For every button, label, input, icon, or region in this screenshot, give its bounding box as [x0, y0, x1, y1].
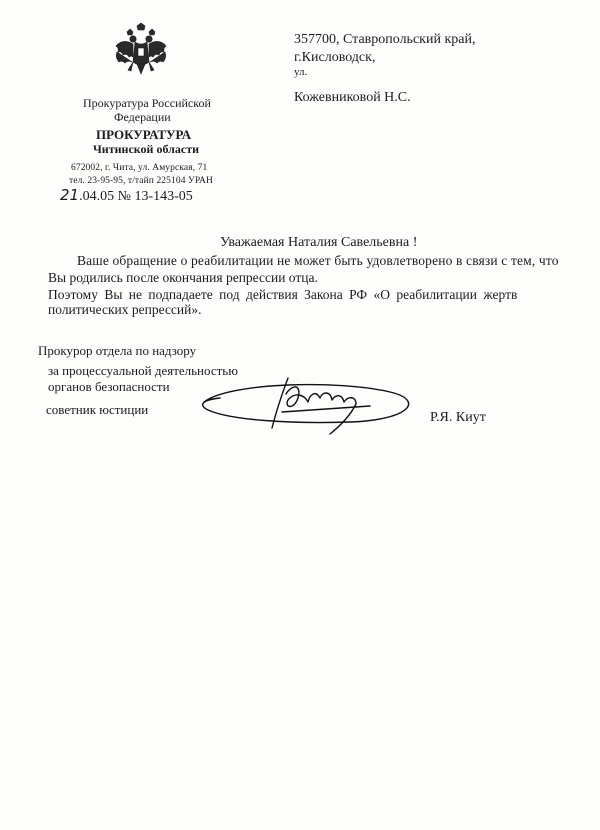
phone-line: тел. 23-95-95, т/тайп 225104 УРАН [69, 176, 213, 186]
prosecutor-title: ПРОКУРАТУРА [96, 127, 192, 142]
recipient-line1: 357700, Ставропольский край, [294, 32, 476, 47]
recipient-name: Кожевниковой Н.С. [294, 90, 411, 105]
number-sign: № [117, 189, 131, 204]
signer-name: Р.Я. Киут [430, 410, 486, 425]
date-number-line [60, 186, 193, 205]
letter-line2: Вы родились после окончания репрессии отца. [48, 270, 318, 285]
reference-number: 13-143-05 [134, 189, 193, 204]
double-headed-eagle-emblem-icon [113, 22, 169, 84]
position-line3: органов безопасности [48, 379, 170, 394]
handwritten-signature [190, 372, 430, 442]
letter-line3: Поэтому Вы не подпадаете под действия Закона РФ «О реабилитации жертв [48, 287, 518, 302]
handwritten-date: 21 [60, 186, 80, 204]
position-line1: Прокурор отдела по надзору [38, 343, 197, 358]
letter-line4: политических репрессий». [48, 302, 202, 317]
rank-line: советник юстиции [46, 402, 149, 417]
recipient-line2: г.Кисловодск, [294, 50, 376, 65]
position-line2: за процессуальной деятельностью [48, 363, 238, 378]
recipient-line3: ул. [294, 66, 308, 78]
org-name-line1: Прокуратура Российской [83, 96, 211, 110]
postal-address: 672002, г. Чита, ул. Амурская, 71 [71, 163, 208, 173]
org-name-line2: Федерации [114, 110, 171, 124]
prosecutor-region: Читинской области [93, 142, 200, 156]
printed-date: .04.05 [79, 189, 115, 204]
letter-line1: Ваше обращение о реабилитации не может быть удовлетворено в связи с тем, что [77, 253, 559, 268]
salutation: Уважаемая Наталия Савельевна ! [220, 235, 418, 250]
